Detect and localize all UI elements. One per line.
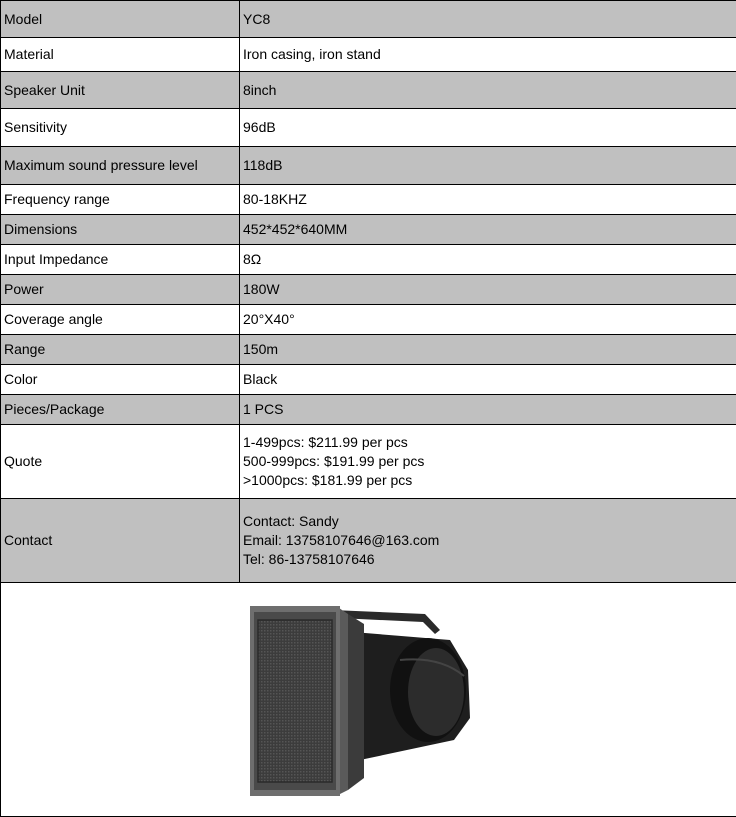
quote-line: 1-499pcs: $211.99 per pcs	[243, 433, 736, 452]
table-row-power	[1, 275, 736, 305]
row-label: Quote	[1, 425, 240, 499]
row-value: 118dB	[240, 147, 736, 185]
row-label: Coverage angle	[1, 305, 240, 335]
row-label: Pieces/Package	[1, 395, 240, 425]
row-value: Black	[240, 365, 736, 395]
row-value: 8inch	[240, 72, 736, 109]
table-row-sensitivity	[1, 109, 736, 147]
contact-email: Email: 13758107646@163.com	[243, 531, 736, 550]
row-value: YC8	[240, 1, 736, 38]
row-label: Material	[1, 38, 240, 72]
table-row-input-impedance	[1, 245, 736, 275]
table-row-model	[1, 1, 736, 38]
row-value: 1 PCS	[240, 395, 736, 425]
contact-name: Contact: Sandy	[243, 512, 736, 531]
row-value: 150m	[240, 335, 736, 365]
row-label: Range	[1, 335, 240, 365]
row-value	[240, 499, 736, 583]
table-row-contact	[1, 499, 736, 583]
speaker-grille	[258, 620, 332, 782]
row-label: Dimensions	[1, 215, 240, 245]
row-label: Sensitivity	[1, 109, 240, 147]
contact-phone: Tel: 86-13758107646	[243, 550, 736, 569]
table-row-color	[1, 365, 736, 395]
row-label: Maximum sound pressure level	[1, 147, 240, 185]
row-label: Model	[1, 1, 240, 38]
row-value: 80-18KHZ	[240, 185, 736, 215]
row-value: 8Ω	[240, 245, 736, 275]
table-row-coverage-angle	[1, 305, 736, 335]
row-label: Power	[1, 275, 240, 305]
table-row-speaker-unit	[1, 72, 736, 109]
row-value: 20°X40°	[240, 305, 736, 335]
product-image-cell	[1, 583, 736, 817]
row-label: Color	[1, 365, 240, 395]
table-row-pieces-package	[1, 395, 736, 425]
table-row-dimensions	[1, 215, 736, 245]
row-value	[240, 425, 736, 499]
row-label: Frequency range	[1, 185, 240, 215]
quote-line: >1000pcs: $181.99 per pcs	[243, 471, 736, 490]
table-row-product-image	[1, 583, 736, 817]
table-row-max-spl	[1, 147, 736, 185]
table-row-frequency-range	[1, 185, 736, 215]
speaker-product-image	[240, 600, 500, 800]
row-value: Iron casing, iron stand	[240, 38, 736, 72]
row-value: 180W	[240, 275, 736, 305]
row-label: Input Impedance	[1, 245, 240, 275]
table-row-material	[1, 38, 736, 72]
quote-line: 500-999pcs: $191.99 per pcs	[243, 452, 736, 471]
table-row-range	[1, 335, 736, 365]
row-value: 452*452*640MM	[240, 215, 736, 245]
table-row-quote	[1, 425, 736, 499]
row-value: 96dB	[240, 109, 736, 147]
row-label: Contact	[1, 499, 240, 583]
row-label: Speaker Unit	[1, 72, 240, 109]
